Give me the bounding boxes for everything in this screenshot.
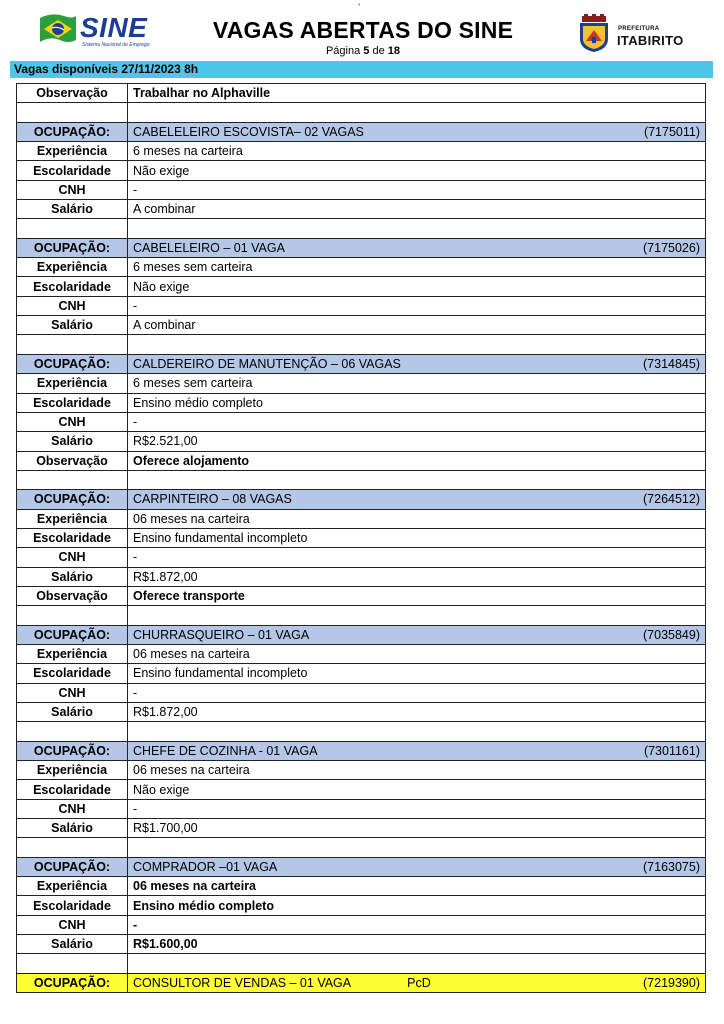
spacer-cell: [17, 954, 128, 973]
spacer-row: [17, 838, 706, 857]
spacer-cell: [17, 103, 128, 122]
detail-label: CNH: [17, 180, 128, 199]
detail-value: -: [128, 915, 706, 934]
city-name: ITABIRITO: [617, 33, 684, 48]
spacer-cell: [17, 219, 128, 238]
job-detail-row: [17, 703, 706, 722]
occupation-row: [17, 625, 706, 644]
occupation-label: OCUPAÇÃO:: [17, 490, 128, 509]
occupation-row: [17, 741, 706, 760]
job-detail-row: [17, 180, 706, 199]
detail-label: Experiência: [17, 142, 128, 161]
detail-value: 6 meses sem carteira: [128, 374, 706, 393]
detail-label: Experiência: [17, 374, 128, 393]
occupation-label: OCUPAÇÃO:: [17, 857, 128, 876]
occupation-code: (7219390): [643, 975, 700, 990]
detail-label: Experiência: [17, 877, 128, 896]
occupation-cell: [128, 490, 706, 509]
detail-value: Ensino médio completo: [128, 896, 706, 915]
job-detail-row: [17, 586, 706, 605]
sine-subtitle: Sistema Nacional de Emprego: [82, 42, 150, 48]
job-detail-row: [17, 915, 706, 934]
job-detail-row: [17, 664, 706, 683]
detail-label: Salário: [17, 567, 128, 586]
occupation-code: (7314845): [643, 356, 700, 371]
spacer-cell: [128, 838, 706, 857]
detail-value: 6 meses sem carteira: [128, 258, 706, 277]
job-detail-row: [17, 412, 706, 431]
spacer-cell: [128, 219, 706, 238]
job-detail-row: [17, 780, 706, 799]
detail-label: Escolaridade: [17, 780, 128, 799]
occupation-row: [17, 238, 706, 257]
job-detail-row: [17, 142, 706, 161]
detail-label: Experiência: [17, 644, 128, 663]
observation-row: [17, 84, 706, 103]
detail-value: A combinar: [128, 316, 706, 335]
spacer-cell: [17, 606, 128, 625]
occupation-row: [17, 490, 706, 509]
occupation-title-group: [133, 976, 431, 990]
prefeitura-label: PREFEITURA: [618, 26, 660, 32]
job-detail-row: [17, 277, 706, 296]
observation-value: Trabalhar no Alphaville: [128, 84, 706, 103]
detail-value: 06 meses na carteira: [128, 509, 706, 528]
spacer-cell: [17, 722, 128, 741]
detail-label: Experiência: [17, 509, 128, 528]
detail-label: CNH: [17, 412, 128, 431]
occupation-value: [133, 125, 700, 139]
occupation-title: CARPINTEIRO – 08 VAGAS: [133, 492, 292, 507]
pcd-tag: PcD: [407, 975, 431, 990]
occupation-title: CABELELEIRO ESCOVISTA– 02 VAGAS: [133, 124, 364, 139]
spacer-cell: [17, 838, 128, 857]
occupation-value: [133, 492, 700, 506]
spacer-cell: [128, 606, 706, 625]
job-detail-row: [17, 683, 706, 702]
occupation-value: [133, 976, 700, 990]
occupation-title: CONSULTOR DE VENDAS – 01 VAGA: [133, 975, 352, 990]
page-indicator: [296, 45, 430, 58]
document-title: VAGAS ABERTAS DO SINE: [212, 17, 514, 43]
detail-value: 06 meses na carteira: [128, 644, 706, 663]
occupation-cell: [128, 625, 706, 644]
occupation-title: CABELELEIRO – 01 VAGA: [133, 240, 285, 255]
spacer-row: [17, 103, 706, 122]
detail-value: R$1.872,00: [128, 703, 706, 722]
sine-wordmark: SINE: [80, 12, 148, 43]
job-detail-row: [17, 761, 706, 780]
spacer-row: [17, 470, 706, 489]
occupation-code: (7175011): [643, 124, 700, 139]
job-detail-row: [17, 451, 706, 470]
job-detail-row: [17, 896, 706, 915]
job-detail-row: [17, 374, 706, 393]
detail-value: R$1.700,00: [128, 819, 706, 838]
detail-label: Observação: [17, 451, 128, 470]
detail-label: Experiência: [17, 761, 128, 780]
sine-logo: [38, 12, 160, 52]
job-detail-row: [17, 258, 706, 277]
detail-value: Ensino fundamental incompleto: [128, 528, 706, 547]
occupation-label: OCUPAÇÃO:: [17, 973, 128, 992]
page-header: [0, 0, 724, 60]
spacer-cell: [17, 335, 128, 354]
occupation-row: [17, 857, 706, 876]
job-detail-row: [17, 296, 706, 315]
detail-value: Oferece transporte: [128, 586, 706, 605]
page-current: 5: [363, 45, 370, 57]
spacer-row: [17, 606, 706, 625]
spacer-row: [17, 722, 706, 741]
detail-value: -: [128, 548, 706, 567]
detail-label: Escolaridade: [17, 277, 128, 296]
occupation-cell: [128, 857, 706, 876]
detail-value: Não exige: [128, 277, 706, 296]
detail-label: Salário: [17, 935, 128, 954]
city-crest-icon: [574, 13, 614, 53]
detail-label: CNH: [17, 683, 128, 702]
occupation-label: OCUPAÇÃO:: [17, 741, 128, 760]
job-detail-row: [17, 161, 706, 180]
occupation-row-highlighted: [17, 973, 706, 992]
page-prefix: Página: [325, 45, 361, 57]
detail-value: 06 meses na carteira: [128, 877, 706, 896]
occupation-cell: [128, 741, 706, 760]
spacer-row: [17, 335, 706, 354]
occupation-row: [17, 354, 706, 373]
spacer-cell: [128, 103, 706, 122]
stray-mark: ’: [358, 2, 360, 12]
detail-value: Não exige: [128, 780, 706, 799]
spacer-cell: [128, 954, 706, 973]
detail-label: CNH: [17, 548, 128, 567]
occupation-code: (7301161): [643, 743, 700, 758]
occupation-cell: [128, 238, 706, 257]
occupation-cell: [128, 973, 706, 992]
brazil-flag-icon: [38, 12, 78, 46]
spacer-cell: [128, 470, 706, 489]
detail-label: Observação: [17, 586, 128, 605]
detail-value: -: [128, 683, 706, 702]
detail-label: Salário: [17, 819, 128, 838]
detail-value: Ensino médio completo: [128, 393, 706, 412]
job-listings-table: [16, 83, 706, 993]
detail-value: -: [128, 412, 706, 431]
job-detail-row: [17, 819, 706, 838]
occupation-label: OCUPAÇÃO:: [17, 354, 128, 373]
job-detail-row: [17, 316, 706, 335]
spacer-cell: [128, 335, 706, 354]
detail-value: Oferece alojamento: [128, 451, 706, 470]
detail-label: Escolaridade: [17, 393, 128, 412]
occupation-label: OCUPAÇÃO:: [17, 625, 128, 644]
detail-value: R$1.600,00: [128, 935, 706, 954]
job-detail-row: [17, 548, 706, 567]
detail-value: Ensino fundamental incompleto: [128, 664, 706, 683]
page-total: 18: [387, 45, 401, 57]
job-detail-row: [17, 567, 706, 586]
occupation-title: CALDEREIRO DE MANUTENÇÃO – 06 VAGAS: [133, 356, 401, 371]
occupation-title: CHURRASQUEIRO – 01 VAGA: [133, 627, 310, 642]
job-detail-row: [17, 877, 706, 896]
job-detail-row: [17, 528, 706, 547]
job-detail-row: [17, 935, 706, 954]
job-detail-row: [17, 432, 706, 451]
job-detail-row: [17, 644, 706, 663]
detail-label: Salário: [17, 432, 128, 451]
job-detail-row: [17, 799, 706, 818]
occupation-cell: [128, 122, 706, 141]
detail-label: Escolaridade: [17, 528, 128, 547]
detail-label: Escolaridade: [17, 161, 128, 180]
occupation-value: [133, 628, 700, 642]
occupation-code: (7163075): [643, 859, 700, 874]
spacer-cell: [17, 470, 128, 489]
detail-value: -: [128, 799, 706, 818]
occupation-title: CHEFE DE COZINHA - 01 VAGA: [133, 743, 318, 758]
occupation-cell: [128, 354, 706, 373]
spacer-row: [17, 954, 706, 973]
detail-label: Experiência: [17, 258, 128, 277]
detail-label: CNH: [17, 799, 128, 818]
detail-value: 6 meses na carteira: [128, 142, 706, 161]
occupation-title: COMPRADOR –01 VAGA: [133, 859, 278, 874]
spacer-cell: [128, 722, 706, 741]
occupation-value: [133, 357, 700, 371]
detail-value: 06 meses na carteira: [128, 761, 706, 780]
occupation-label: OCUPAÇÃO:: [17, 238, 128, 257]
occupation-code: (7035849): [643, 627, 700, 642]
detail-label: CNH: [17, 296, 128, 315]
job-detail-row: [17, 200, 706, 219]
occupation-value: [133, 241, 700, 255]
detail-value: Não exige: [128, 161, 706, 180]
detail-value: -: [128, 296, 706, 315]
occupation-value: [133, 744, 700, 758]
page-mid: de: [372, 45, 385, 57]
occupation-code: (7175026): [643, 240, 700, 255]
detail-label: Salário: [17, 200, 128, 219]
occupation-row: [17, 122, 706, 141]
availability-date-bar: Vagas disponíveis 27/11/2023 8h: [10, 61, 713, 78]
job-detail-row: [17, 509, 706, 528]
job-detail-row: [17, 393, 706, 412]
job-listings-body: [17, 84, 706, 993]
occupation-code: (7264512): [643, 492, 700, 507]
detail-label: CNH: [17, 915, 128, 934]
detail-value: -: [128, 180, 706, 199]
occupation-label: OCUPAÇÃO:: [17, 122, 128, 141]
detail-label: Escolaridade: [17, 664, 128, 683]
detail-label: Escolaridade: [17, 896, 128, 915]
prefeitura-logo: [574, 13, 690, 53]
detail-label: Salário: [17, 316, 128, 335]
spacer-row: [17, 219, 706, 238]
observation-label: Observação: [17, 84, 128, 103]
detail-value: R$1.872,00: [128, 567, 706, 586]
detail-value: A combinar: [128, 200, 706, 219]
occupation-value: [133, 860, 700, 874]
detail-label: Salário: [17, 703, 128, 722]
detail-value: R$2.521,00: [128, 432, 706, 451]
